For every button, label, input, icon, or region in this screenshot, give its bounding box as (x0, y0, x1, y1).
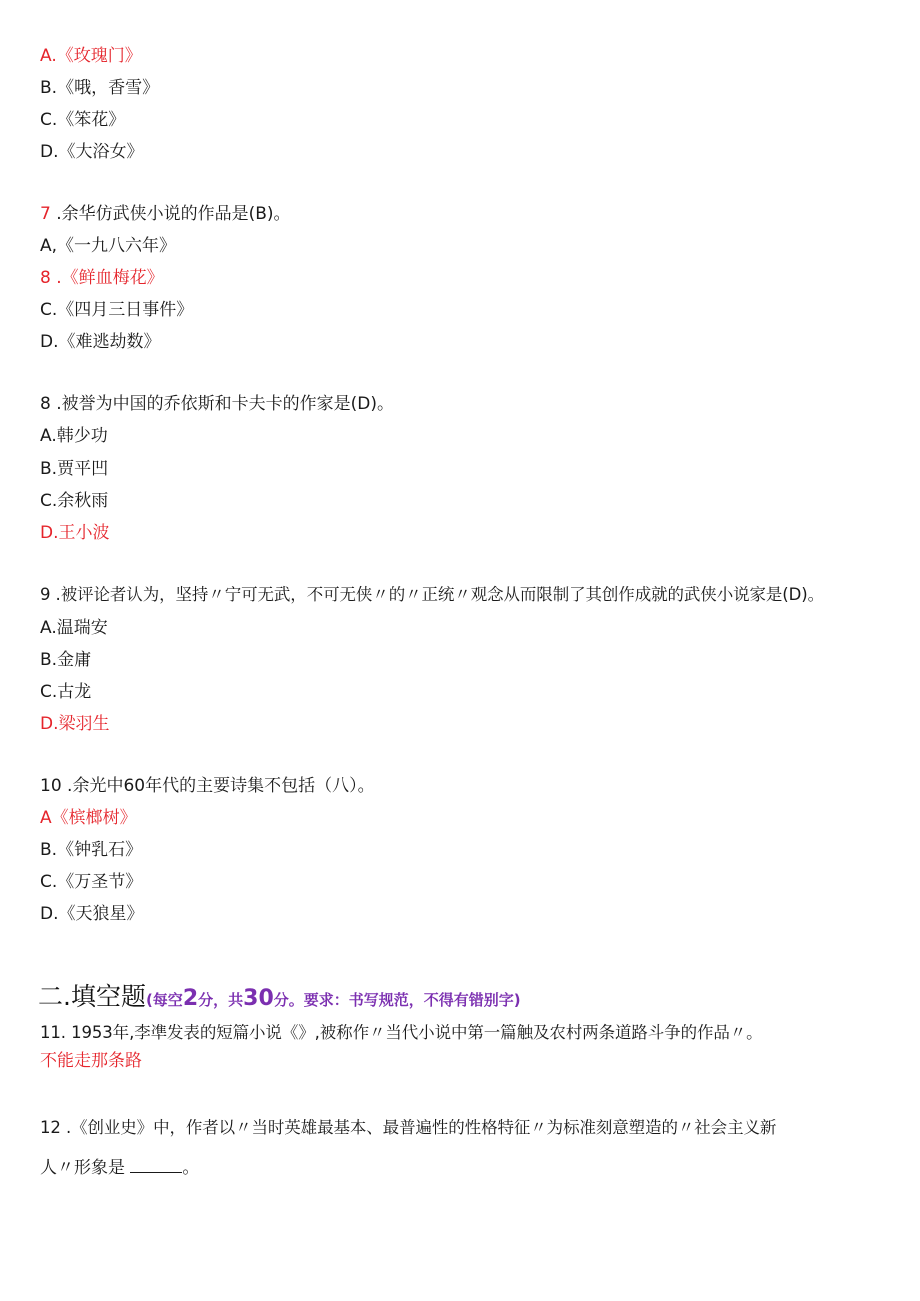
q8-option-a: A.韩少功 (40, 426, 108, 446)
q9-stem: 9 .被评论者认为，坚持〃宁可无武，不可无侠〃的〃正统〃观念从而限制了其创作成就的武侠小说家是(D)。 (40, 585, 824, 604)
q7-stem-text: .余华仿武侠小说的作品是(B)。 (50, 204, 291, 224)
q11-answer: 不能走那条路 (40, 1051, 142, 1071)
q9-option-a: A.温瑞安 (40, 618, 108, 638)
section-note-rest: 分。要求：书写规范，不得有错别字) (273, 991, 521, 1009)
q8-stem: 8 .被誉为中国的乔依斯和卡夫卡的作家是(D)。 (40, 394, 394, 414)
section-note-score: 2 (182, 986, 199, 1011)
q10-option-c: C.《万圣节》 (40, 872, 143, 892)
q12-answer-blank[interactable] (130, 1156, 182, 1173)
q10-option-b: B.《钟乳石》 (40, 840, 143, 860)
q8-option-c: C.余秋雨 (40, 491, 109, 511)
section-heading (38, 982, 521, 1015)
q12-stem-line2-post: 。 (182, 1158, 200, 1178)
q10-option-d: D.《天狼星》 (40, 904, 144, 924)
q7-option-a: A,《一九八六年》 (40, 236, 177, 256)
q7-option-c: C.《四月三日事件》 (40, 300, 194, 320)
q10-stem: 10 .余光中60年代的主要诗集不包括（八）。 (40, 776, 375, 796)
q9-option-d: D.梁羽生 (40, 714, 110, 734)
q11-stem: 11. 1953年,李凖发表的短篇小说《》,被称作〃当代小说中第一篇触及农村两条道路斗争的作品〃。 (40, 1023, 763, 1042)
q6-option-c: C.《笨花》 (40, 110, 126, 130)
q8-option-d: D.王小波 (40, 523, 110, 543)
q9-option-b: B.金庸 (40, 650, 92, 670)
section-note-total: 30 (243, 986, 274, 1011)
q10-option-a: A《槟榔树》 (40, 808, 137, 828)
q8-option-b: B.贾平凹 (40, 459, 109, 479)
q12-stem-line1: 12 .《创业史》中，作者以〃当时英雄最基本、最普遍性的性格特征〃为标准刻意塑造的〃社会主义新 (40, 1118, 777, 1137)
q7-number: 7 (40, 204, 51, 224)
q7-stem (40, 203, 291, 225)
section-note-open: (每空 (145, 991, 183, 1009)
q6-option-d: D.《大浴女》 (40, 142, 144, 162)
q6-option-b: B.《哦，香雪》 (40, 78, 160, 98)
q9-option-c: C.古龙 (40, 682, 92, 702)
q7-option-b: 8 .《鲜血梅花》 (40, 268, 164, 288)
q12-stem-line2 (40, 1156, 199, 1179)
q7-option-d: D.《难逃劫数》 (40, 332, 161, 352)
section-note-mid: 分，共 (198, 991, 244, 1009)
q12-stem-line2-pre: 人〃形象是 (40, 1158, 125, 1178)
section-title: 二.填空题 (38, 982, 146, 1011)
q6-option-a: A.《玫瑰门》 (40, 46, 142, 66)
